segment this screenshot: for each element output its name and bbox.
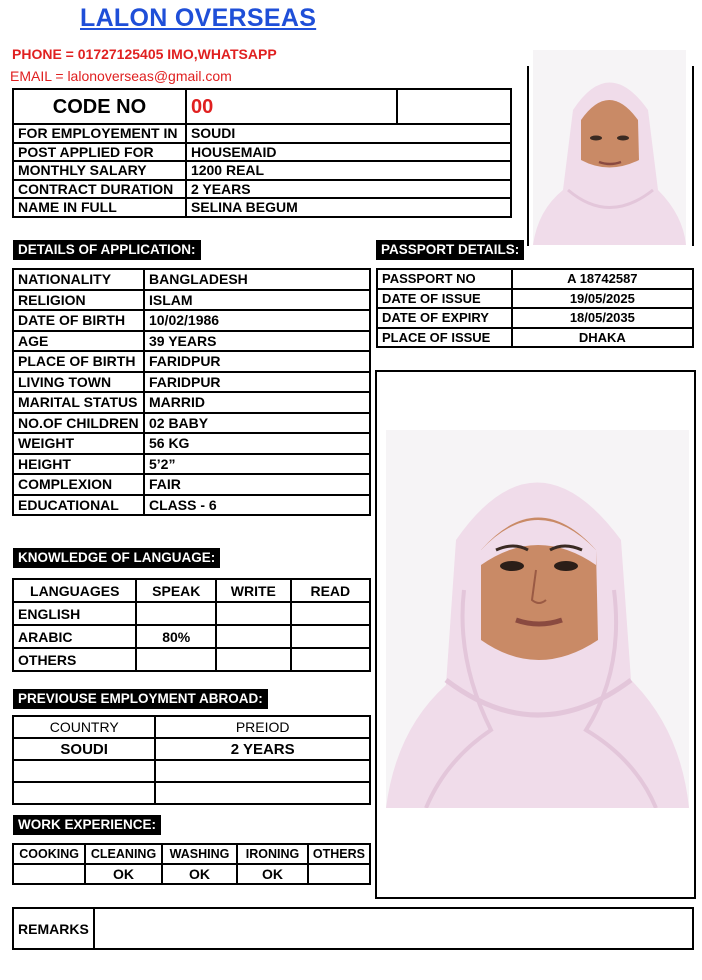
row-label: DATE OF EXPIRY	[377, 308, 512, 328]
column-header: SPEAK	[136, 579, 216, 602]
row-value: 02 BABY	[144, 413, 370, 434]
language-name: ENGLISH	[13, 602, 136, 625]
remarks-table	[12, 907, 694, 950]
row-value: 2 YEARS	[186, 180, 511, 199]
table-row	[13, 143, 511, 162]
row-label: LIVING TOWN	[13, 372, 144, 393]
table-row	[13, 198, 511, 217]
table-row	[13, 180, 511, 199]
table-row	[13, 392, 370, 413]
row-value: SOUDI	[186, 124, 511, 143]
language-table	[12, 578, 371, 672]
country-cell: SOUDI	[13, 738, 155, 760]
row-label: NATIONALITY	[13, 269, 144, 290]
previous-section-label: PREVIOUSE EMPLOYMENT ABROAD:	[13, 689, 268, 709]
table-row	[13, 269, 370, 290]
table-row	[13, 474, 370, 495]
email-line: EMAIL = lalonoverseas@gmail.com	[10, 68, 232, 84]
small-photo	[533, 50, 686, 245]
row-value: BANGLADESH	[144, 269, 370, 290]
row-label: CONTRACT DURATION	[13, 180, 186, 199]
row-value: 56 KG	[144, 433, 370, 454]
row-value: HOUSEMAID	[186, 143, 511, 162]
small-photo-frame	[527, 66, 694, 246]
row-label: WEIGHT	[13, 433, 144, 454]
period-cell: 2 YEARS	[155, 738, 370, 760]
code-value: 00	[186, 89, 397, 124]
row-value: CLASS - 6	[144, 495, 370, 516]
row-label: PASSPORT NO	[377, 269, 512, 289]
row-label: HEIGHT	[13, 454, 144, 475]
language-section-label: KNOWLEDGE OF LANGUAGE:	[13, 548, 220, 568]
row-label: PLACE OF BIRTH	[13, 351, 144, 372]
row-label: FOR EMPLOYEMENT IN	[13, 124, 186, 143]
work-experience-table	[12, 843, 371, 885]
company-title: LALON OVERSEAS	[80, 4, 317, 32]
passport-table	[376, 268, 694, 348]
row-value: MARRID	[144, 392, 370, 413]
table-row	[13, 602, 370, 625]
column-header: COUNTRY	[13, 716, 155, 738]
skill-value: OK	[85, 864, 162, 884]
table-row	[13, 495, 370, 516]
table-row	[13, 372, 370, 393]
language-name: OTHERS	[13, 648, 136, 671]
row-value: FARIDPUR	[144, 351, 370, 372]
code-label: CODE NO	[13, 89, 186, 124]
row-value: 10/02/1986	[144, 310, 370, 331]
table-row	[377, 328, 693, 348]
speak-cell	[136, 648, 216, 671]
row-value: 5’2”	[144, 454, 370, 475]
row-label: DATE OF BIRTH	[13, 310, 144, 331]
period-cell	[155, 782, 370, 804]
row-label: COMPLEXION	[13, 474, 144, 495]
row-value: 19/05/2025	[512, 289, 693, 309]
speak-cell	[136, 602, 216, 625]
skill-value: OK	[162, 864, 237, 884]
table-header-row	[13, 844, 370, 864]
write-cell	[216, 625, 291, 648]
column-header: PREIOD	[155, 716, 370, 738]
table-header-row	[13, 579, 370, 602]
column-header: COOKING	[13, 844, 85, 864]
code-extra-cell	[397, 89, 511, 124]
application-section-label: DETAILS OF APPLICATION:	[13, 240, 201, 260]
row-value: 39 YEARS	[144, 331, 370, 352]
column-header: LANGUAGES	[13, 579, 136, 602]
table-row	[377, 269, 693, 289]
period-cell	[155, 760, 370, 782]
table-row	[13, 908, 693, 949]
write-cell	[216, 648, 291, 671]
row-value: ISLAM	[144, 290, 370, 311]
large-photo	[386, 430, 689, 808]
column-header: WASHING	[162, 844, 237, 864]
column-header: READ	[291, 579, 370, 602]
table-row	[13, 433, 370, 454]
previous-employment-table	[12, 715, 371, 805]
skill-value	[308, 864, 370, 884]
table-row	[13, 413, 370, 434]
portrait-small-image	[533, 50, 686, 245]
language-name: ARABIC	[13, 625, 136, 648]
row-value: 1200 REAL	[186, 161, 511, 180]
country-cell	[13, 782, 155, 804]
skill-value	[13, 864, 85, 884]
read-cell	[291, 648, 370, 671]
table-row	[377, 289, 693, 309]
table-row	[13, 351, 370, 372]
employment-table	[12, 88, 512, 218]
large-photo-frame	[375, 370, 696, 899]
column-header: OTHERS	[308, 844, 370, 864]
phone-line: PHONE = 01727125405 IMO,WHATSAPP	[12, 46, 277, 62]
skill-value: OK	[237, 864, 308, 884]
table-row	[13, 864, 370, 884]
application-table	[12, 268, 371, 516]
row-label: RELIGION	[13, 290, 144, 311]
table-row	[377, 308, 693, 328]
row-label: NO.OF CHILDREN	[13, 413, 144, 434]
table-row	[13, 648, 370, 671]
work-section-label: WORK EXPERIENCE:	[13, 815, 161, 835]
table-row	[13, 782, 370, 804]
column-header: WRITE	[216, 579, 291, 602]
column-header: CLEANING	[85, 844, 162, 864]
table-row	[13, 738, 370, 760]
table-row	[13, 310, 370, 331]
passport-section-label: PASSPORT DETAILS:	[376, 240, 524, 260]
remarks-label: REMARKS	[13, 908, 94, 949]
write-cell	[216, 602, 291, 625]
row-value: FARIDPUR	[144, 372, 370, 393]
table-header-row	[13, 716, 370, 738]
table-row	[13, 124, 511, 143]
table-row	[13, 331, 370, 352]
portrait-large-image	[386, 430, 689, 808]
table-row	[13, 625, 370, 648]
country-cell	[13, 760, 155, 782]
speak-cell: 80%	[136, 625, 216, 648]
row-label: EDUCATIONAL	[13, 495, 144, 516]
column-header: IRONING	[237, 844, 308, 864]
table-row	[13, 760, 370, 782]
row-label: PLACE OF ISSUE	[377, 328, 512, 348]
row-value: A 18742587	[512, 269, 693, 289]
read-cell	[291, 625, 370, 648]
row-value: SELINA BEGUM	[186, 198, 511, 217]
row-label: AGE	[13, 331, 144, 352]
read-cell	[291, 602, 370, 625]
row-label: MONTHLY SALARY	[13, 161, 186, 180]
table-row	[13, 290, 370, 311]
row-value: 18/05/2035	[512, 308, 693, 328]
row-label: NAME IN FULL	[13, 198, 186, 217]
table-row	[13, 161, 511, 180]
table-row	[13, 454, 370, 475]
remarks-value	[94, 908, 693, 949]
row-label: MARITAL STATUS	[13, 392, 144, 413]
row-label: POST APPLIED FOR	[13, 143, 186, 162]
row-label: DATE OF ISSUE	[377, 289, 512, 309]
row-value: FAIR	[144, 474, 370, 495]
row-value: DHAKA	[512, 328, 693, 348]
